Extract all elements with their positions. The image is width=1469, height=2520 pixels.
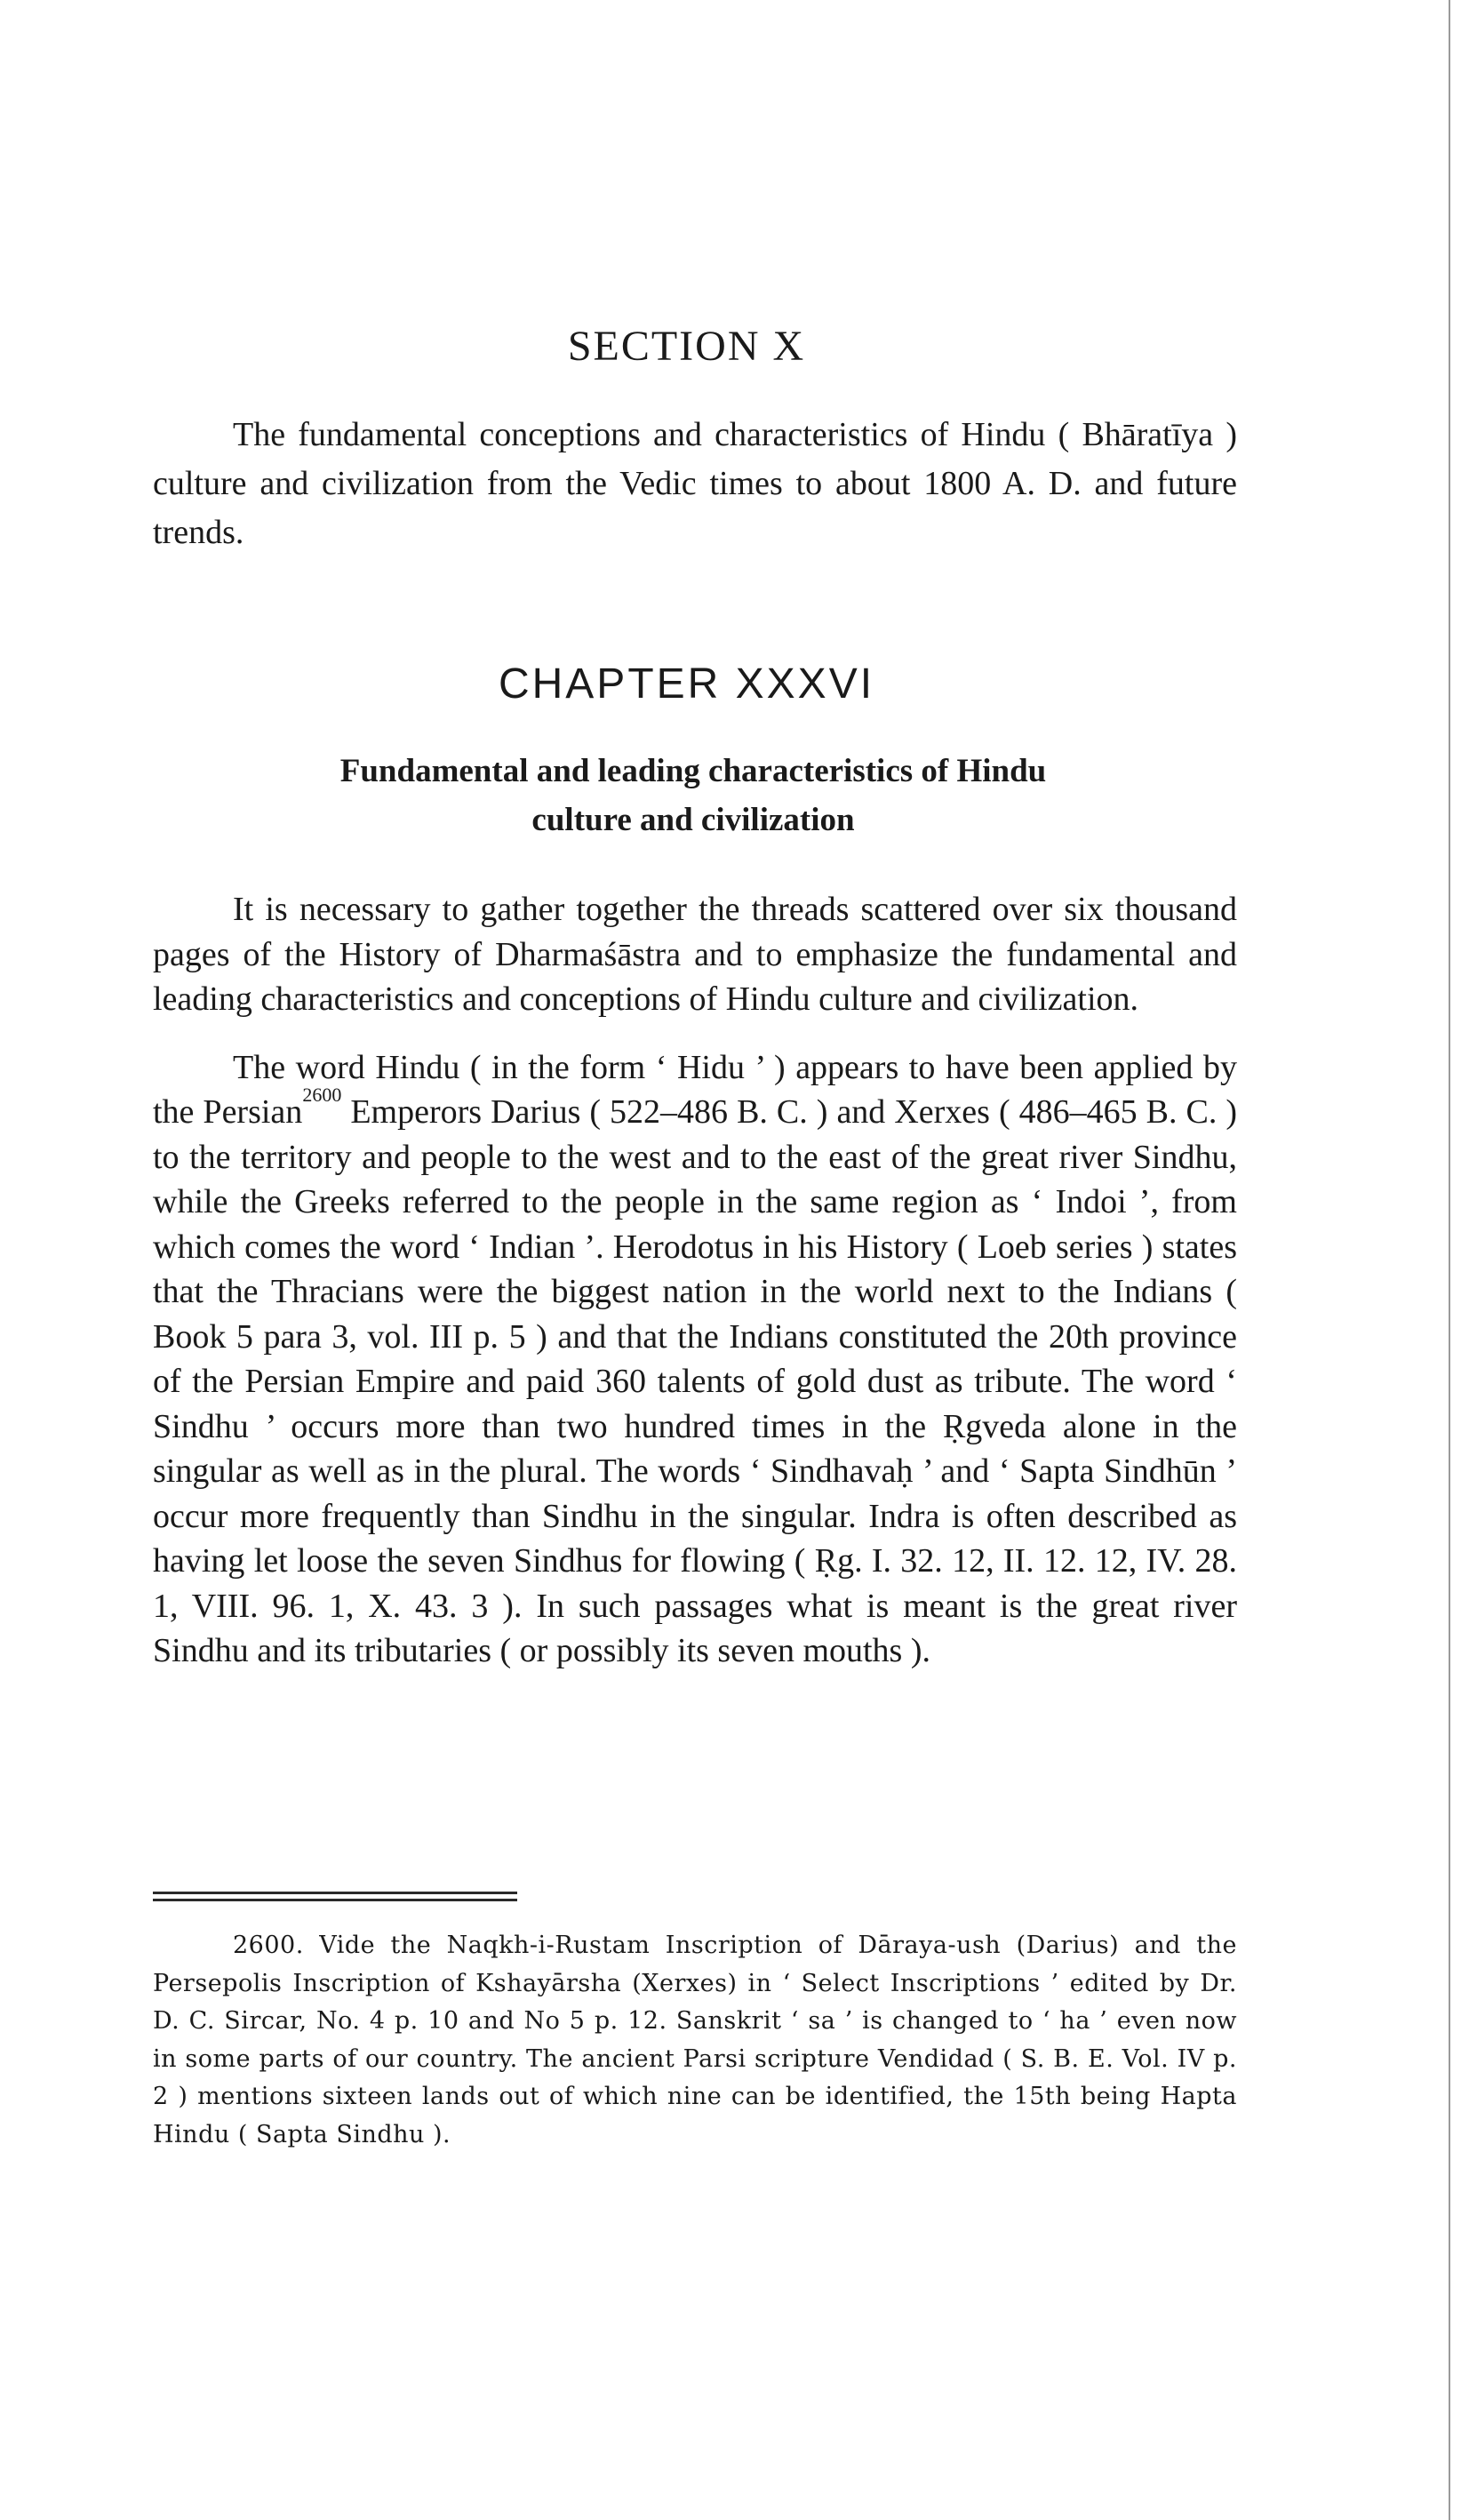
page-edge-line	[1449, 0, 1450, 2520]
paragraph-2-rest: Emperors Darius ( 522–486 B. C. ) and Xerxes ( 486–465 B. C. ) to the territory and people to the west and to the east of the great river Sindhu, while the Greeks referred to the people in the same region as ‘ Indoi ’, from which comes the word ‘ Indian ’. Herodotus in his History ( Loeb series ) states that the Thracians were the biggest nation in the world next to the Indians ( Book 5 para 3, vol. III p. 5 ) and that the Indians constituted the 20th province of the Persian Empire and paid 360 talents of gold dust as tribute. The word ‘ Sindhu ’ occurs more than two hundred times in the Ṛgveda alone in the singular as well as in the plural. The words ‘ Sindhavaḥ ’ and ‘ Sapta Sindhūn ’ occur more frequently than Sindhu in the singular. Indra is often described as having let loose the seven Sindhus for flowing ( Ṛg. I. 32. 12, II. 12. 12, IV. 28. 1, VIII. 96. 1, X. 43. 3 ). In such passages what is meant is the great river Sindhu and its tributaries ( or possibly its seven mouths ).	[153, 1093, 1237, 1669]
body-text	[153, 887, 1237, 1697]
footnote-rule-line-2	[153, 1899, 517, 1901]
chapter-subtitle-line-1: Fundamental and leading characteristics of Hindu	[339, 753, 1047, 789]
footnote-rule	[153, 1892, 517, 1904]
section-heading: SECTION X	[567, 323, 806, 370]
footnote-rule-line-1	[153, 1892, 517, 1894]
footnote-marker: 2600	[302, 1084, 342, 1106]
paragraph-1: It is necessary to gather together the threads scattered over six thousand pages of the History of Dharmaśāstra and to emphasize the fundamental and leading characteristics and conceptions of Hindu culture and civilization.	[153, 891, 1237, 1018]
footnote-2600: 2600. Vide the Naqkh-i-Rustam Inscription of Dārayа-ush (Darius) and the Persepolis Inscription of Kshayārsha (Xerxes) in ‘ Select Inscriptions ’ edited by Dr. D. C. Sircar, No. 4 p. 10 and No 5 p. 12. Sanskrit ‘ sa ’ is changed to ‘ ha ’ even now in some parts of our country. The ancient Parsi scripture Vendidad ( S. B. E. Vol. IV p. 2 ) mentions sixteen lands out of which nine can be identified, the 15th being Hapta Hindu ( Sapta Sindhu ).	[153, 1932, 1237, 2148]
chapter-heading: CHAPTER XXXVI	[498, 660, 875, 708]
chapter-subtitle-line-2: culture and civilization	[531, 802, 855, 838]
paragraph-2	[153, 1045, 1237, 1674]
chapter-subtitle	[249, 747, 1138, 844]
paragraph-2-start: The word Hindu ( in the form ‘ Hidu ’ ) appears to have been applied by the Persian	[153, 1048, 1237, 1131]
section-description: The fundamental conceptions and characteristics of Hindu ( Bhāratīya ) culture and civilization from the Vedic times to about 1800 A. D. and future trends.	[153, 416, 1237, 551]
